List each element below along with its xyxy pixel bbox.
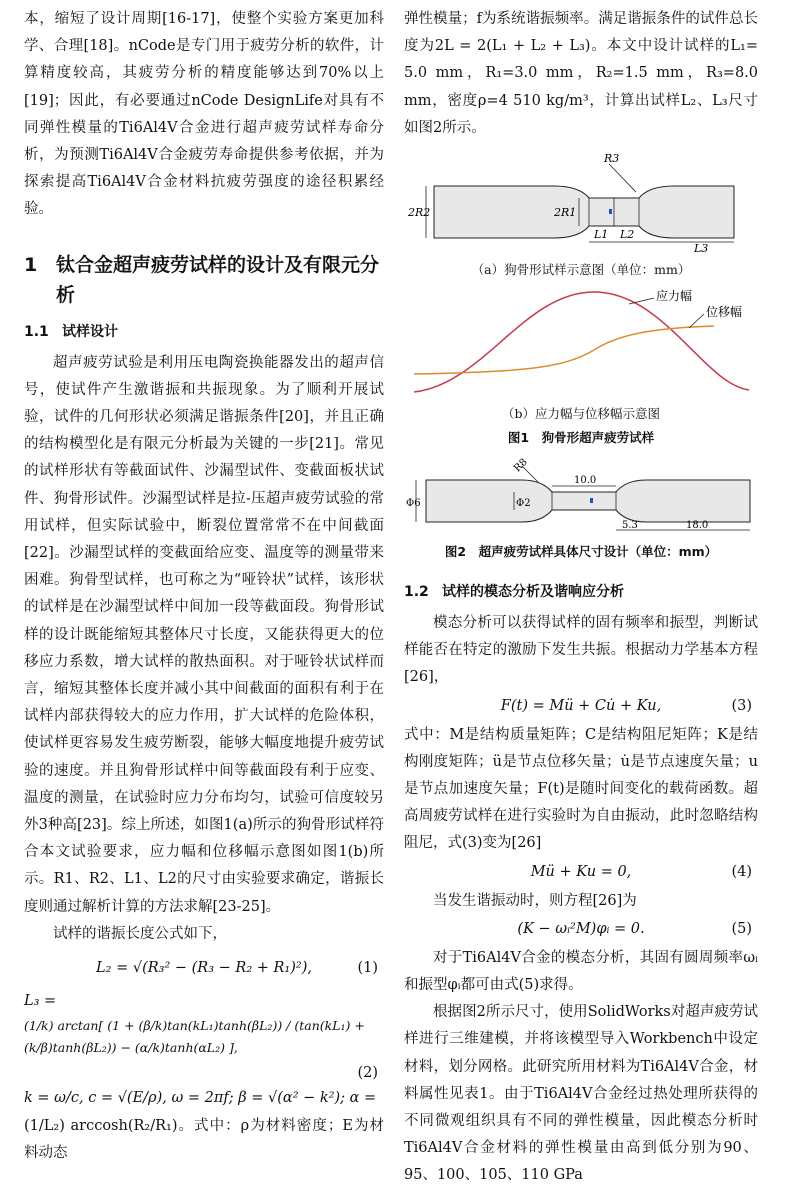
left-column [24,6,384,1167]
intro-paragraph: 本，缩短了设计周期[16-17]，使整个实验方案更加科学、合理[18]。nCode是专门用于疲劳分析的软件，计算精度较高，其疲劳分析的精度能够达到70%以上[19]；因此，有必要通过nCode DesignLife对具有不同弹性模量的Ti6Al4V合金进行超声疲劳试样寿命分析，为预测Ti6Al4V合金疲劳寿命提供参考依据，并为探索提高Ti6Al4V合金材料抗疲劳强度的途径积累经验。 [24,11,384,218]
equation-5 [404,915,758,945]
label-R8: R8 [512,456,530,475]
figure-1a-caption: （a）狗骨形试样示意图（单位：mm） [471,262,691,278]
equation-5-text: (K − ωᵢ²M)φᵢ = 0. [517,920,645,937]
specimen-outline [434,186,734,238]
right-column [404,6,758,1190]
equation-3-text: F(t) = Mü + Cu̇ + Ku, [500,697,662,714]
equation-2-number-row [24,1059,384,1085]
equation-5-number: (5) [731,920,752,937]
label-L1: L1 [594,228,609,242]
section-1-2-number: 1.2 [404,584,429,601]
label-L2: L2 [620,228,635,242]
label-diameter-6: Φ6 [406,498,421,510]
label-2R1: 2R1 [554,206,577,220]
section-1-2-heading [404,580,758,604]
label-diameter-2: Φ2 [516,498,531,510]
equation-5-after: 对于Ti6Al4V合金的模态分析，其固有圆周频率ωᵢ和振型φᵢ都可由式(5)求得。 [404,949,758,994]
figure-1b-caption: （b）应力幅与位移幅示意图 [501,406,660,422]
equation-1-text: L₂ = √(R₃² − (R₃ − R₂ + R₁)²), [96,960,312,977]
section-1-1-title: 试样设计 [62,323,118,340]
figure-1a-dogbone-schematic [404,146,758,258]
final-paragraph: 根据图2所示尺寸，使用SolidWorks对超声疲劳试样进行三维建模，并将该模型导入Workbench中设定材料，划分网格。此研究所用材料为Ti6Al4V合金，材料属性见表1。由于Ti6Al4V合金经过热处理所获得的不同微观组织具有不同的弹性模量，因此模态分析时Ti6Al4V合金材料的弹性模量由高到低分别为90、95、100、105、110 GPa [404,1004,758,1184]
label-length-18: 18.0 [686,520,709,532]
section-1-heading [24,250,384,310]
equation-4-text: Mü + Ku = 0, [530,863,632,880]
section-1-2-title: 试样的模态分析及谐响应分析 [442,584,624,601]
label-length-10: 10.0 [574,475,597,487]
equation-2-text: (1/k) arctan[ (1 + (β/k)tan(kL₁)tanh(βL₂)) / (tan(kL₁) + (k/β)tanh(βL₂)) − (α/k)tanh(αL₂) ], [24,1018,365,1056]
section-1-1-number: 1.1 [24,323,49,340]
label-displacement: 位移幅 [706,305,743,320]
label-R3: R3 [604,152,620,166]
equation-5-intro: 当发生谐振动时，则方程[26]为 [433,892,637,909]
figure-2-specimen-dimensions [404,456,758,540]
modal-paragraph: 模态分析可以获得试样的固有频率和振型，判断试样能否在特定的激励下发生共振。根据动力学基本方程[26]， [404,615,758,686]
continued-paragraph: 弹性模量；f为系统谐振频率。满足谐振条件的试件总长度为2L = 2(L₁ + L₂ + L₃)。本文中设计试样的L₁= 5.0 mm，R₁=3.0 mm，R₂=1.5 mm，R₃=8.0 mm，密度ρ=4 510 kg/m³，计算出试样L₂、L₃尺寸如图2所示。 [404,11,758,136]
equation-3-number: (3) [731,697,752,714]
figure-2-caption: 图2 超声疲劳试样具体尺寸设计（单位：mm） [444,544,718,560]
formula-intro: 试样的谐振长度公式如下， [53,925,227,942]
equation-4-number: (4) [731,863,752,880]
stress-amplitude-curve [414,292,749,392]
section-1-number: 1 [24,253,38,276]
section-1-1-heading [24,320,384,344]
equation-definitions: k = ω/c, c = √(E/ρ), ω = 2πf; β = √(α² − k²); α = [24,1090,377,1107]
equation-definitions-2: (1/L₂) arccosh(R₂/R₁)。式中：ρ为材料密度；E为材料动态 [24,1117,384,1161]
section-1-title: 钛合金超声疲劳试样的设计及有限元分析 [56,253,380,306]
equation-3-description: 式中：M是结构质量矩阵；C是结构阻尼矩阵；K是结构刚度矩阵；ü是节点位移矢量；u̇是节点速度矢量；u是节点加速度矢量；F(t)是随时间变化的载荷函数。超高周疲劳试样在进行实验时为自由振动，此时忽略结构阻尼，式(3)变为[26] [404,726,758,852]
figure-1-caption: 图1 狗骨形超声疲劳试样 [507,430,655,446]
design-paragraph: 超声疲劳试验是利用压电陶瓷换能器发出的超声信号，使试件产生激谐振和共振现象。为了顺利开展试验，试件的几何形状必须满足谐振条件[20]，并且正确的结构模型化是有限元分析最为关键的一步[21]。常见的试样形状有等截面试件、沙漏型试件、变截面板状试件、狗骨形试件。沙漏型试样是拉-压超声疲劳试验的常用试样，但实际试验中，断裂位置常常不在中间截面[22]。沙漏型试样的变截面给应变、温度等的测量带来困难。狗骨型试样，也可称之为“哑铃状”试样，该形状的试样是在沙漏型试样中间加一段等截面段。狗骨形试样的设计既能缩短其整体尺寸长度，又能获得更大的位移应力系数，增大试样的散热面积。对于哑铃状试样而言，缩短其整体长度并减小其中间截面的面积有利于在试样内部获得较大的应力作用，扩大试样的危险体积，使试样更容易发生疲劳断裂，能够大幅度地提升疲劳试验的速度。并且狗骨形试样中间等截面段有利于应变、温度的测量，在试验时应力分布均匀，试验可信度较另外3种高[23]。综上所述，如图1(a)所示的狗骨形试样符合本文试验要求，应力幅和位移幅示意图如图1(b)所示。R1、R2、L1、L2的尺寸由实验要求确定，谐振长度则通过解析计算的方法求解[23-25]。 [24,354,384,915]
label-stress: 应力幅 [656,289,693,304]
label-length-5-3: 5.3 [622,520,638,532]
equation-2-lhs: L₃ = [24,993,57,1010]
label-2R2: 2R2 [408,206,431,220]
equation-1-number: (1) [357,960,378,977]
equation-2 [24,1015,384,1059]
equation-4 [404,858,758,888]
equation-1 [24,954,384,984]
equation-3 [404,692,758,722]
label-L3: L3 [694,242,709,256]
equation-2-number: (2) [357,1065,378,1082]
displacement-amplitude-curve [414,326,714,374]
figure-1b-amplitude-curves [404,284,758,402]
